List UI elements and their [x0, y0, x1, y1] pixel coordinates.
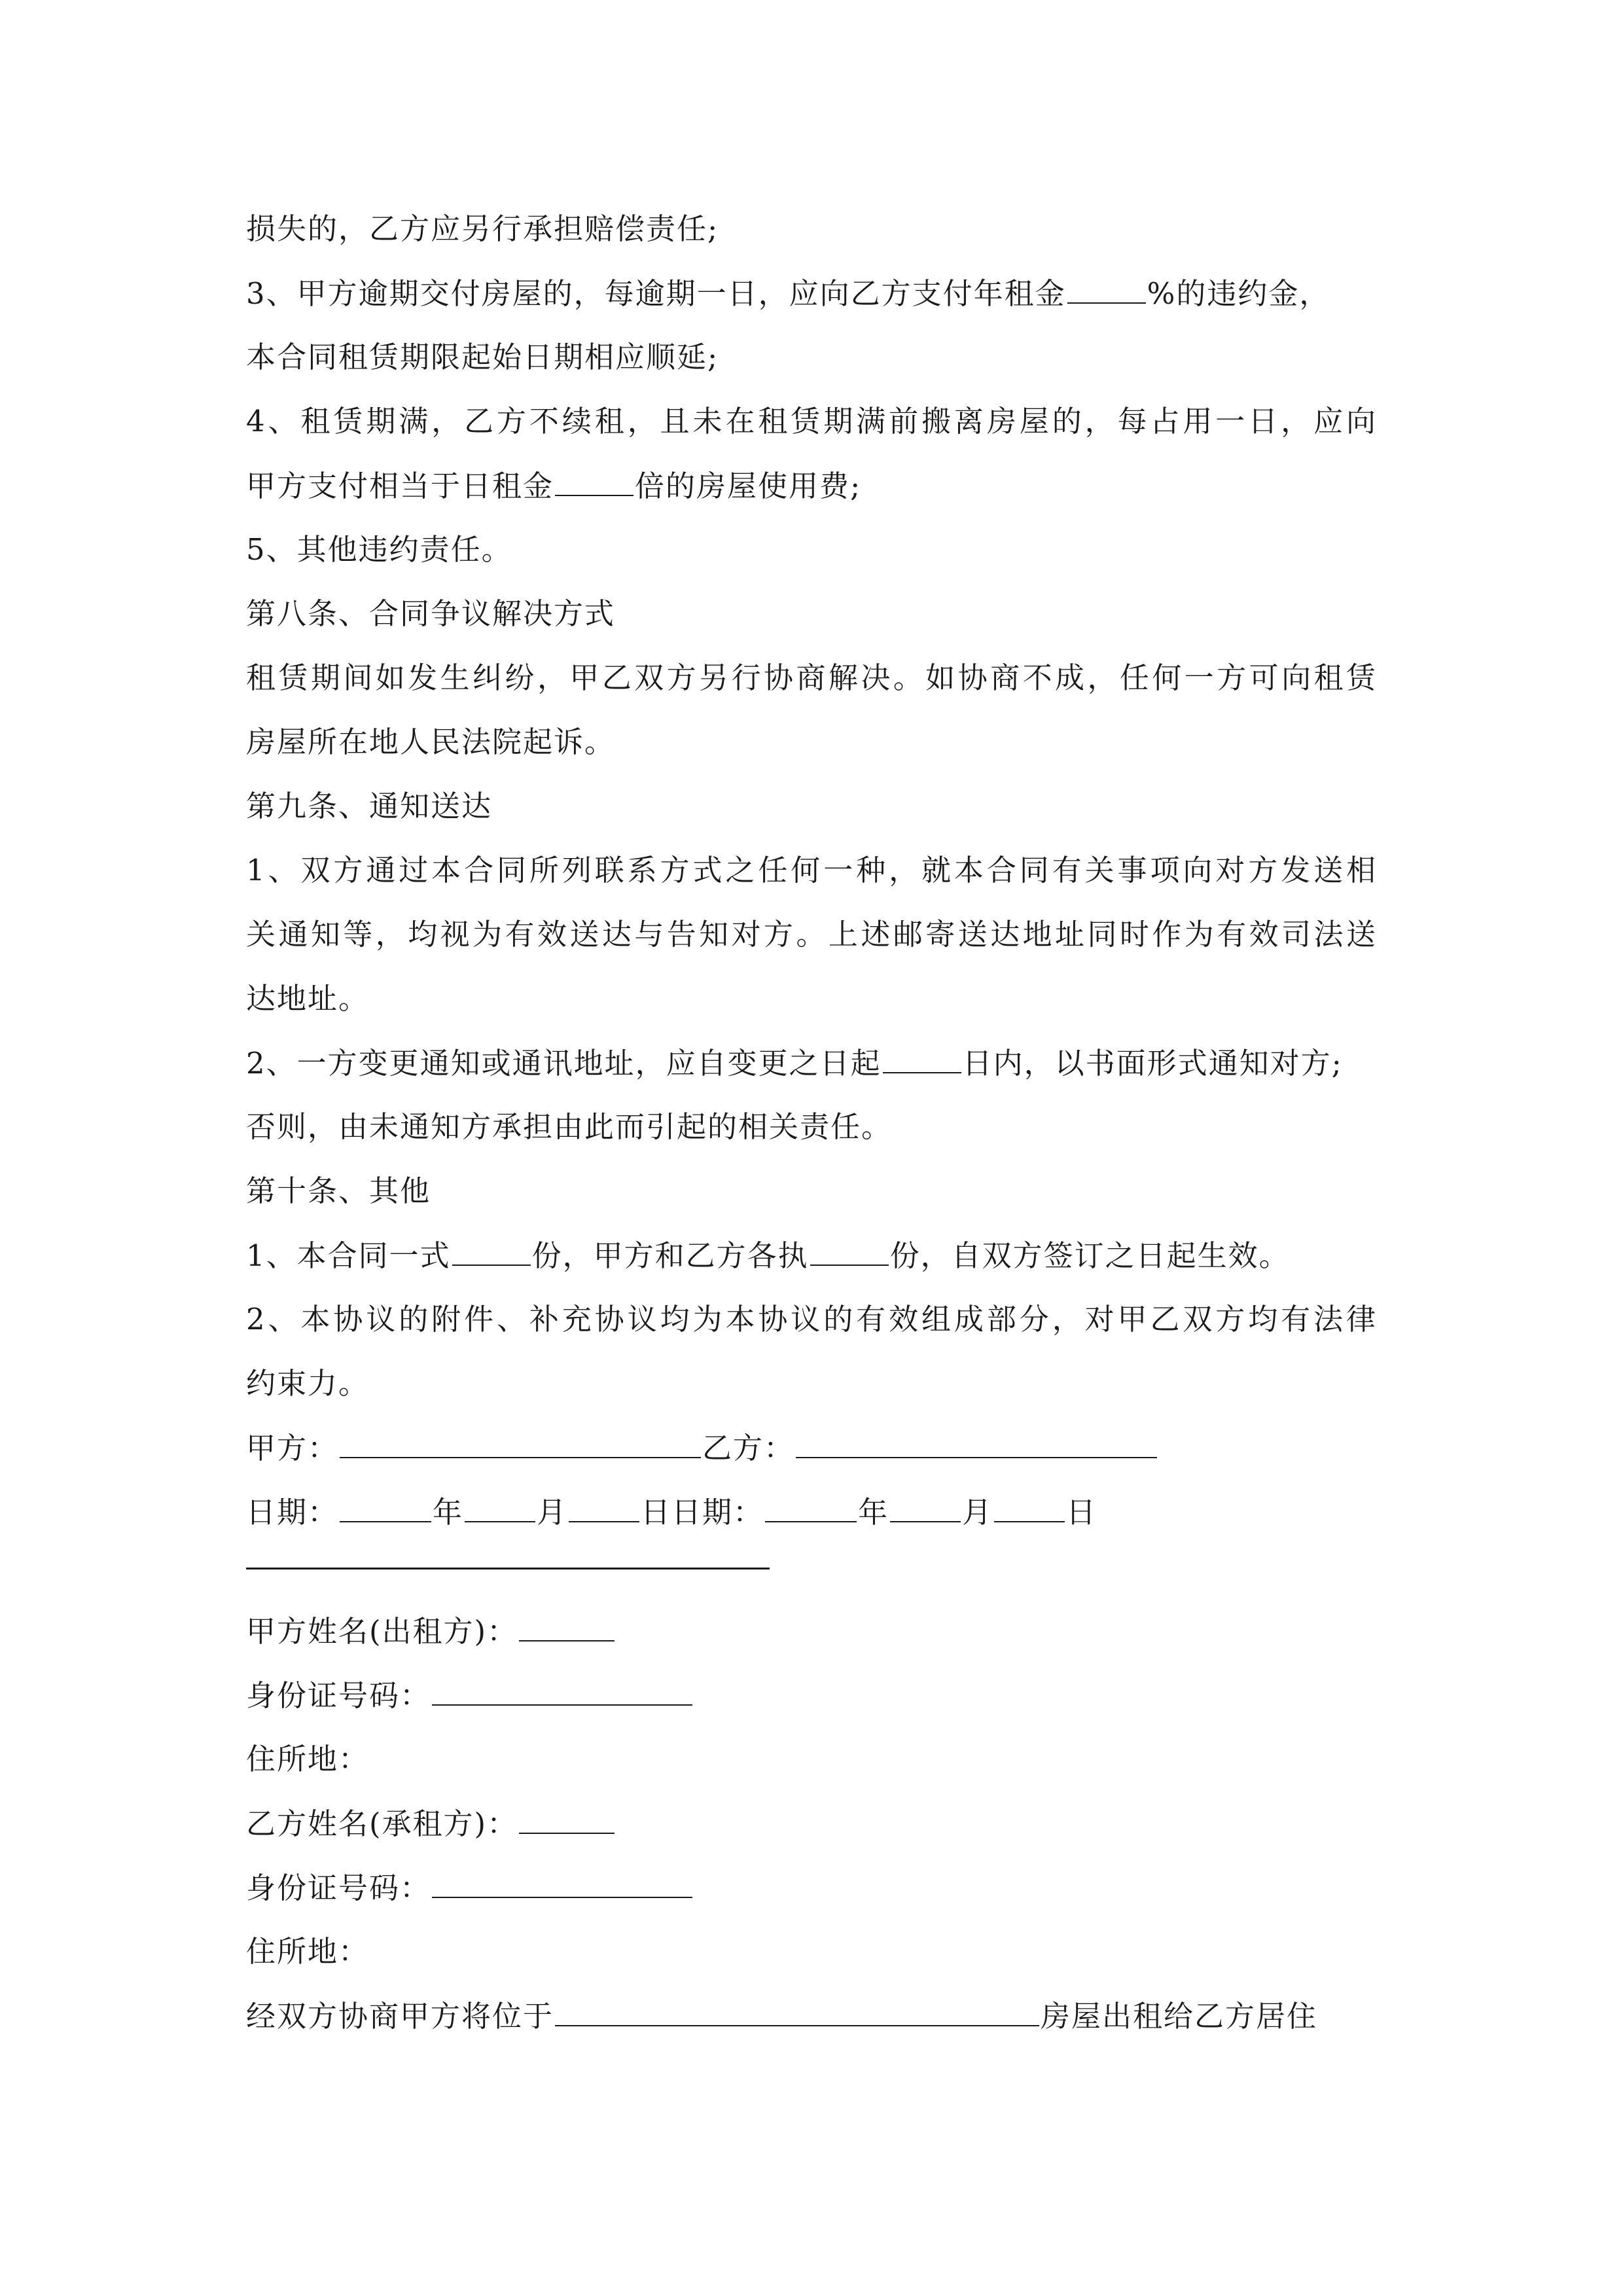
property-location-row	[246, 1996, 1377, 2036]
clause-text: 日内，以书面形式通知对方;	[962, 1046, 1343, 1081]
date-row	[246, 1492, 1377, 1532]
tenant-name-label: 乙方姓名(承租方)：	[246, 1806, 518, 1841]
blank-day-a[interactable]	[569, 1492, 639, 1522]
blank-year-b[interactable]	[765, 1492, 857, 1522]
clause-line: 1、双方通过本合同所列联系方式之任何一种，就本合同有关事项向对方发送相	[246, 853, 1377, 888]
clause-line: 租赁期间如发生纠纷，甲乙双方另行协商解决。如协商不成，任何一方可向租赁	[246, 660, 1377, 695]
blank-multiple[interactable]	[555, 466, 633, 496]
clause-text: 份，甲方和乙方各执	[531, 1238, 809, 1273]
clause-copies	[246, 1236, 1377, 1275]
blank-total-copies[interactable]	[452, 1236, 531, 1266]
clause-text: 1、本合同一式	[246, 1238, 451, 1273]
blank-copies-each[interactable]	[810, 1236, 889, 1266]
tenant-name-row	[246, 1804, 1377, 1843]
clause-line: 房屋所在地人民法院起诉。	[246, 725, 616, 759]
clause-late-delivery	[246, 274, 1377, 313]
blank-month-b[interactable]	[890, 1492, 961, 1522]
year-label: 年	[858, 1495, 889, 1530]
clause-text: 3、甲方逾期交付房屋的，每逾期一日，应向乙方支付年租金	[246, 276, 1066, 311]
clause-usage-fee	[246, 466, 1377, 505]
landlord-id-label: 身份证号码：	[246, 1678, 431, 1713]
clause-line: 否则，由未通知方承担由此而引起的相关责任。	[246, 1109, 893, 1144]
party-a-signature-blank[interactable]	[340, 1428, 701, 1458]
clause-text: %的违约金，	[1147, 276, 1330, 311]
tenant-id-label: 身份证号码：	[246, 1871, 431, 1905]
clause-line: 本合同租赁期限起始日期相应顺延;	[246, 340, 719, 374]
day-date-label: 日日期：	[641, 1495, 764, 1530]
clause-text: 经双方协商甲方将位于	[246, 1999, 554, 2034]
tenant-name-blank[interactable]	[519, 1804, 615, 1834]
blank-days[interactable]	[883, 1043, 961, 1073]
landlord-id-row	[246, 1676, 1377, 1715]
landlord-name-blank[interactable]	[519, 1611, 615, 1641]
clause-line: 4、租赁期满，乙方不续租，且未在租赁期满前搬离房屋的，每占用一日，应向	[246, 404, 1377, 439]
tenant-id-row	[246, 1868, 1377, 1907]
blank-year-a[interactable]	[340, 1492, 431, 1522]
clause-line: 关通知等，均视为有效送达与告知对方。上述邮寄送达地址同时作为有效司法送	[246, 917, 1377, 952]
party-a-label: 甲方：	[246, 1431, 339, 1465]
section-heading-8: 第八条、合同争议解决方式	[246, 596, 616, 631]
landlord-name-row	[246, 1611, 1377, 1651]
clause-text: 甲方支付相当于日租金	[246, 469, 554, 503]
clause-text: 份，自双方签订之日起生效。	[889, 1238, 1290, 1273]
landlord-id-blank[interactable]	[432, 1676, 692, 1706]
year-label: 年	[433, 1495, 464, 1530]
clause-line: 约束力。	[246, 1366, 370, 1401]
clause-text: 房屋出租给乙方居住	[1041, 1999, 1318, 2034]
blank-month-a[interactable]	[465, 1492, 535, 1522]
month-label: 月	[537, 1495, 568, 1530]
blank-day-b[interactable]	[994, 1492, 1065, 1522]
clause-line: 5、其他违约责任。	[246, 532, 512, 567]
blank-penalty-percent[interactable]	[1067, 274, 1146, 304]
section-heading-9: 第九条、通知送达	[246, 789, 493, 823]
tenant-address-label: 住所地：	[246, 1934, 370, 1969]
signature-row	[246, 1428, 1377, 1467]
clause-line: 损失的，乙方应另行承担赔偿责任;	[246, 211, 719, 246]
landlord-address-label: 住所地：	[246, 1742, 370, 1776]
clause-text: 倍的房屋使用费;	[635, 469, 862, 503]
party-b-label: 乙方：	[702, 1431, 795, 1465]
clause-text: 2、一方变更通知或通讯地址，应自变更之日起	[246, 1046, 882, 1081]
clause-line: 达地址。	[246, 981, 370, 1016]
property-address-blank[interactable]	[555, 1996, 1039, 2026]
landlord-name-label: 甲方姓名(出租方)：	[246, 1614, 518, 1649]
divider-line	[246, 1568, 770, 1570]
date-label: 日期：	[246, 1495, 339, 1530]
section-heading-10: 第十条、其他	[246, 1174, 431, 1208]
clause-line: 2、本协议的附件、补充协议均为本协议的有效组成部分，对甲乙双方均有法律	[246, 1302, 1377, 1336]
tenant-id-blank[interactable]	[432, 1868, 692, 1898]
day-label: 日	[1066, 1495, 1097, 1530]
party-b-signature-blank[interactable]	[796, 1428, 1157, 1458]
month-label: 月	[962, 1495, 993, 1530]
clause-address-change	[246, 1043, 1377, 1083]
